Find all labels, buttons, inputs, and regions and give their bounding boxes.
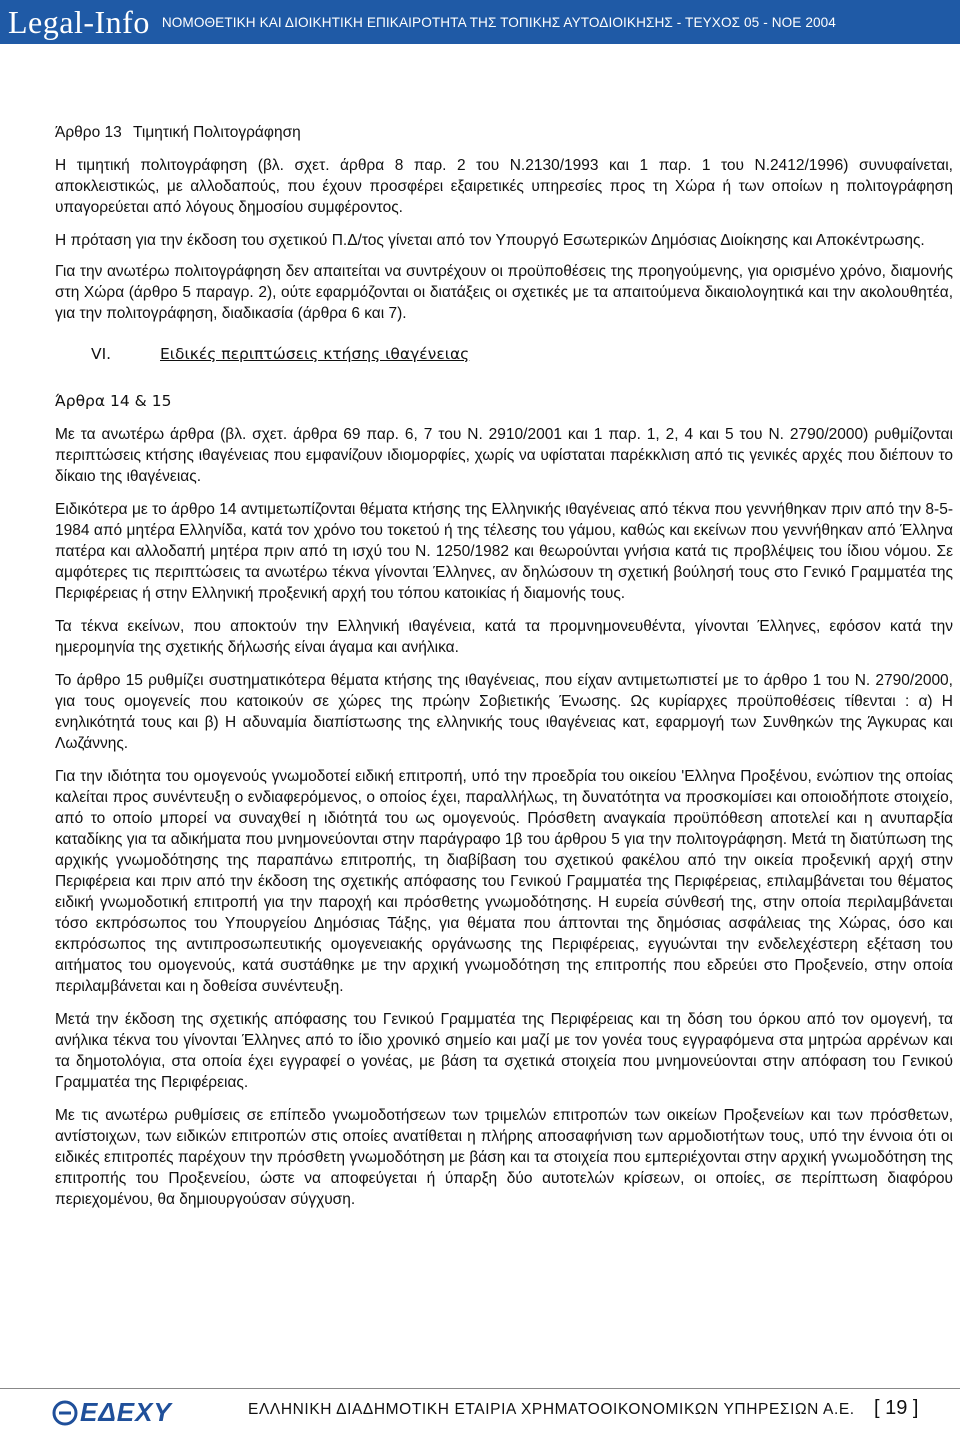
paragraph: Μετά την έκδοση της σχετικής απόφασης του Γενικού Γραμματέα της Περιφέρειας και τη δόση του όρκου από τον ομογενή, τα ανήλικα τέκνα του γίνονται Έλληνες από το ίδιο χρονικό σημείο και μαζί με τον γονέα τους εγγραφόμενα στα μητρώα αρρένων και τα δημοτολόγια, στα οποία έχει εγγραφεί ο γονέας, με βάση τα σχετικά στοιχεία που μνημονεύονται στην απόφαση του Γενικού Γραμματέα της Περιφέρειας.	[55, 1011, 953, 1091]
legal-info-logo: Legal-Info	[8, 4, 150, 40]
edexy-logo	[52, 1397, 172, 1428]
paragraph: Για την ιδιότητα του ομογενούς γνωμοδοτεί ειδική επιτροπή, υπό την προεδρία του οικείου 'Ελληνα Προξένου, ενώπιον της οποίας καλείται προς συνέντευξη ο ενδιαφερόμενος, ο οποίος έχει, παραλλήλως, τη δυνατότητα να προσκομίσει και οποιοδήποτε στοιχείο, από το οποίο μπορεί να συναχθεί η ιδιότητά του ως ομογενούς. Πρόσθετη αναγκαία προϋπόθεση αποτελεί και η ανυπαρξία καταδίκης για τα αδικήματα που μνημονεύονται στην παράγραφο 1β του άρθρου 5 για την πολιτογράφηση. Μετά τη διατύπωση της αρχικής γνωμοδότησης της παραπάνω επιτροπής, τη διαβίβαση του σχετικού φακέλου από την οικεία προξενική αρχή στην Περιφέρεια και πριν από την έκδοση της σχετικής απόφασης του Γενικού Γραμματέα της Περιφέρειας, επιλαμβάνεται του θέματος ειδική γνωμοδοτική επιτροπή για την παροχή και πρόσθετης γνωμοδότησης. Η ευρεία σύνθεσή της, στην οποία περιλαμβάνεται τόσο εκπρόσωπος του Υπουργείου Δημόσιας Τάξης, για θέματα που άπτονται της δημόσιας ασφάλειας της Χώρας, όσο και εκπρόσωπος της αντιπροσωπευτικής ομογενειακής οργάνωσης της Περιφέρειας, εγγυώνται την ενδελεχέστερη εξέταση του αιτήματος του ομογενούς, κατά συστάθηκε με την αρχική γνωμοδότηση της επιτροπής που εδρεύει στο Προξενείο, στην οποία περιλαμβάνεται και η δοθείσα συνέντευξη.	[55, 768, 953, 995]
paragraph: Ειδικότερα με το άρθρο 14 αντιμετωπίζονται θέματα κτήσης της Ελληνικής ιθαγένειας από τέκνα που γεννήθηκαν πριν από την 8-5-1984 από μητέρα Ελληνίδα, κατά τον χρόνο του τοκετού ή της τέλεσης του γάμου, καθώς και εκείνων που γεννήθηκαν από Έλληνα πατέρα και αλλοδαπή μητέρα πριν από τη ισχύ του Ν. 1250/1982 και θεωρούνται γνήσια κατά τις προβλέψεις του ίδιου νόμου. Σε αμφότερες τις περιπτώσεις τα ανωτέρω τέκνα γίνονται Έλληνες, αν δηλώσουν τη σχετική βούλησή τους στο Γενικό Γραμματέα της Περιφέρειας ή στην Ελληνική προξενική αρχή του τόπου κατοικίας ή διαμονής τους.	[55, 501, 953, 602]
footer-organization: ΕΛΛΗΝΙΚΗ ΔΙΑΔΗΜΟΤΙΚΗ ΕΤΑΙΡΙΑ ΧΡΗΜΑΤΟΟΙΚΟΝΟΜΙΚΩΝ ΥΠΗΡΕΣΙΩΝ Α.Ε.	[248, 1401, 855, 1418]
paragraph: Τα τέκνα εκείνων, που αποκτούν την Ελληνική ιθαγένεια, κατά τα προμνημονευθέντα, γίνονται Έλληνες, εφόσον κατά την ημερομηνία της σχετικής δήλωσής είναι άγαμα και ανήλικα.	[55, 618, 953, 656]
article-13-number: Άρθρο 13	[55, 124, 122, 141]
page-footer	[0, 1388, 960, 1435]
paragraph: Το άρθρο 15 ρυθμίζει συστηματικότερα θέματα κτήσης της ιθαγένειας, που είχαν αντιμετωπιστεί με το άρθρο 1 του Ν. 2790/2000, για τους ομογενείς που κατοικούν σε χώρες της πρώην Σοβιετικής Ένωσης. Ως κυρίαρχες προϋποθέσεις τίθενται : α) Η ενηλικότητά τους και β) Η αδυναμία διαπίστωσης της ελληνικής τους ιθαγένειας κατ, εφαρμογή των Συνθηκών της Άγκυρας και Λωζάννης.	[55, 672, 953, 752]
paragraph: Με τα ανωτέρω άρθρα (βλ. σχετ. άρθρα 69 παρ. 6, 7 του Ν. 2910/2001 και 1 παρ. 1, 2, 4 και 5 του Ν. 2790/2000) ρυθμίζονται περιπτώσεις κτήσης ιθαγένειας που εμφανίζουν ιδιομορφίες, χωρίς να υφίσταται παρέκκλιση από τις γενικές αρχές που διέπουν το δίκαιο της ιθαγένειας.	[55, 426, 953, 485]
section-title: Ειδικές περιπτώσεις κτήσης ιθαγένειας	[160, 345, 470, 363]
paragraph: Με τις ανωτέρω ρυθμίσεις σε επίπεδο γνωμοδοτήσεων των τριμελών επιτροπών των οικείων Προξενείων και των πρόσθετων, αντίστοιχων, των ειδικών επιτροπών στις οποίες ανατίθεται η πλήρης αποσαφήνιση των αρμοδιοτήτων τους, υπό την έννοια ότι οι ειδικές επιτροπές παρέχουν την πρόσθετη γνωμοδότηση με βάση και τα στοιχεία που εμπεριέχονται στην αρχική γνωμοδότηση της επιτροπής του Προξενείου, ώστε να αποφεύγεται ή ύπαρξη δύο αυτοτελών κρίσεων, οι οποίες, σε περίπτωση διαφόρου περιεχομένου, θα δημιουργούσαν σύγχυση.	[55, 1107, 953, 1208]
page-header	[0, 0, 960, 44]
article-13-paragraph-1: Η τιμητική πολιτογράφηση (βλ. σχετ. άρθρα 8 παρ. 2 του Ν.2130/1993 και 1 παρ. 1 του Ν.2412/1996) συνυφαίνεται, αποκλειστικώς, με αλλοδαπούς, που έχουν προσφέρει εξαιρετικές υπηρεσίες προς τη Χώρα ή των οποίων η πολιτογράφηση υπαγορεύεται από λόγους δημοσίου συμφέροντος.	[55, 157, 953, 216]
page-number: [ 19 ]	[874, 1397, 919, 1419]
article-13-title: Τιμητική Πολιτογράφηση	[133, 124, 301, 141]
header-publication-title: ΝΟΜΟΘΕΤΙΚΗ ΚΑΙ ΔΙΟΙΚΗΤΙΚΗ ΕΠΙΚΑΙΡΟΤΗΤΑ ΤΗΣ ΤΟΠΙΚΗΣ ΑΥΤΟΔΙΟΙΚΗΣΗΣ - ΤΕΥΧΟΣ 05 - ΝΟΕ 2004	[161, 14, 836, 30]
article-13-heading	[55, 122, 953, 143]
articles-14-15-heading: Άρθρα 14 & 15	[55, 392, 172, 410]
section-number: VI.	[91, 345, 112, 363]
edexy-mark-icon	[52, 1400, 78, 1426]
section-heading	[55, 344, 953, 365]
edexy-logo-text: ΕΔΕΧΥ	[80, 1397, 172, 1427]
document-body	[55, 122, 953, 1222]
article-13-paragraph-2: Η πρόταση για την έκδοση του σχετικού Π.Δ/τος γίνεται από τον Υπουργό Εσωτερικών Δημόσιας Διοίκησης και Αποκέντρωσης.	[55, 232, 925, 249]
article-13-paragraph-3: Για την ανωτέρω πολιτογράφηση δεν απαιτείται να συντρέχουν οι προϋποθέσεις της προηγούμενης, για ορισμένο χρόνο, διαμονής στη Χώρα (άρθρο 5 παραγρ. 2), ούτε εφαρμόζονται οι διατάξεις οι σχετικές με τα απαιτούμενα δικαιολογητικά και την ακολουθητέα, για την πολιτογράφηση, διαδικασία (άρθρα 6 και 7).	[55, 263, 953, 322]
